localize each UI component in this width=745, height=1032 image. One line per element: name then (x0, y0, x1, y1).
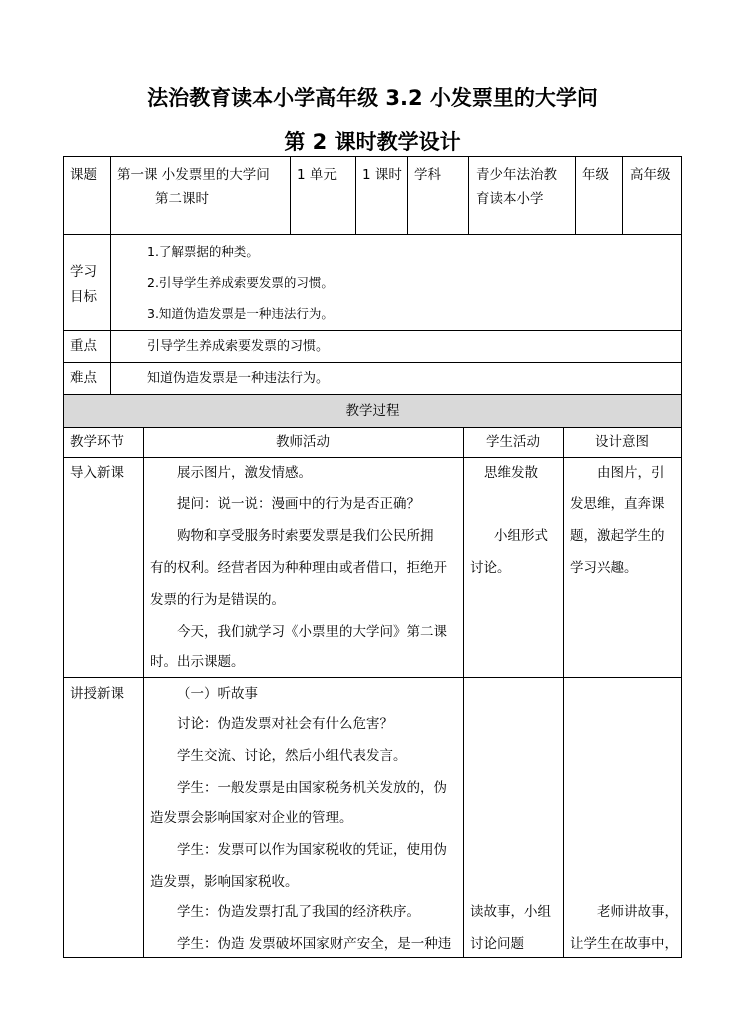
column-header-stage: 教学环节 (70, 434, 124, 450)
teacher-activity-line: 学生：伪造 发票破坏国家财产安全，是一种违 (177, 936, 452, 952)
teacher-activity-line: 讨论：伪造发票对社会有什么危害？ (177, 716, 393, 732)
teacher-activity-line: 学生：一般发票是由国家税务机关发放的，伪 (177, 780, 447, 796)
student-activity-line: 小组形式 (494, 528, 548, 544)
grade-label: 年级 (582, 167, 609, 183)
grade-value: 高年级 (630, 167, 671, 183)
objective-item: 1.了解票据的种类。 (147, 244, 259, 259)
student-activity-line: 讨论。 (470, 560, 511, 576)
teacher-activity-line: 学生交流、讨论，然后小组代表发言。 (177, 748, 407, 764)
unit-value: 1 单元 (297, 167, 337, 183)
process-heading: 教学过程 (345, 403, 400, 419)
stage-label: 导入新课 (70, 465, 124, 481)
subject-label: 学科 (414, 167, 441, 183)
stage-label: 讲授新课 (70, 686, 124, 702)
hours-value: 1 课时 (362, 167, 402, 183)
difficulty-label: 难点 (70, 370, 97, 386)
key-point-label: 重点 (70, 338, 97, 354)
teacher-activity-line: 时。出示课题。 (150, 654, 245, 670)
teacher-activity-line: 造发票，影响国家税收。 (150, 874, 299, 890)
teacher-activity-line: 学生：伪造发票打乱了我国的经济秩序。 (177, 904, 420, 920)
lesson-label: 课题 (70, 167, 97, 183)
teacher-activity-line: 有的权利。经营者因为种种理由或者借口，拒绝开 (150, 560, 447, 576)
document-title: 法治教育读本小学高年级 3.2 小发票里的大学问 (147, 86, 598, 110)
teacher-activity-line: 学生：发票可以作为国家税收的凭证，使用伪 (177, 842, 447, 858)
column-header-student: 学生活动 (486, 434, 540, 450)
design-intent-line: 发思维，直奔课 (570, 496, 665, 512)
teacher-activity-line: 展示图片，激发情感。 (177, 465, 312, 481)
teacher-activity-line: 购物和享受服务时索要发票是我们公民所拥 (177, 528, 434, 544)
objective-item: 2.引导学生养成索要发票的习惯。 (147, 275, 334, 290)
column-header-intent: 设计意图 (595, 434, 649, 450)
objective-item: 3.知道伪造发票是一种违法行为。 (147, 306, 334, 321)
teacher-activity-line: 提问：说一说：漫画中的行为是否正确？ (177, 496, 420, 512)
key-point-text: 引导学生养成索要发票的习惯。 (147, 339, 330, 354)
subject-value-line2: 育读本小学 (476, 191, 544, 207)
design-intent-line: 学习兴趣。 (570, 560, 638, 576)
objectives-label-line1: 学习 (70, 264, 97, 280)
design-intent-line: 由图片，引 (597, 465, 665, 481)
teacher-activity-line: 今天，我们就学习《小票里的大学问》第二课 (177, 624, 447, 640)
document-subtitle: 第 2 课时教学设计 (284, 130, 461, 154)
objectives-label-line2: 目标 (70, 289, 97, 305)
design-intent-line: 题，激起学生的 (570, 528, 665, 544)
lesson-title-line1: 第一课 小发票里的大学问 (117, 167, 270, 183)
subject-value-line1: 青少年法治教 (476, 167, 557, 183)
design-intent-line: 老师讲故事， (597, 904, 678, 920)
student-activity-line: 讨论问题 (470, 936, 524, 952)
column-header-teacher: 教师活动 (276, 434, 330, 450)
teacher-activity-line: 发票的行为是错误的。 (150, 592, 285, 608)
lesson-title-line2: 第二课时 (155, 191, 209, 207)
teacher-activity-line: 造发票会影响国家对企业的管理。 (150, 810, 353, 826)
student-activity-line: 读故事，小组 (470, 904, 551, 920)
design-intent-line: 让学生在故事中， (570, 936, 678, 952)
teacher-activity-line: （一）听故事 (177, 686, 258, 702)
difficulty-text: 知道伪造发票是一种违法行为。 (147, 371, 330, 386)
student-activity-line: 思维发散 (484, 465, 538, 481)
